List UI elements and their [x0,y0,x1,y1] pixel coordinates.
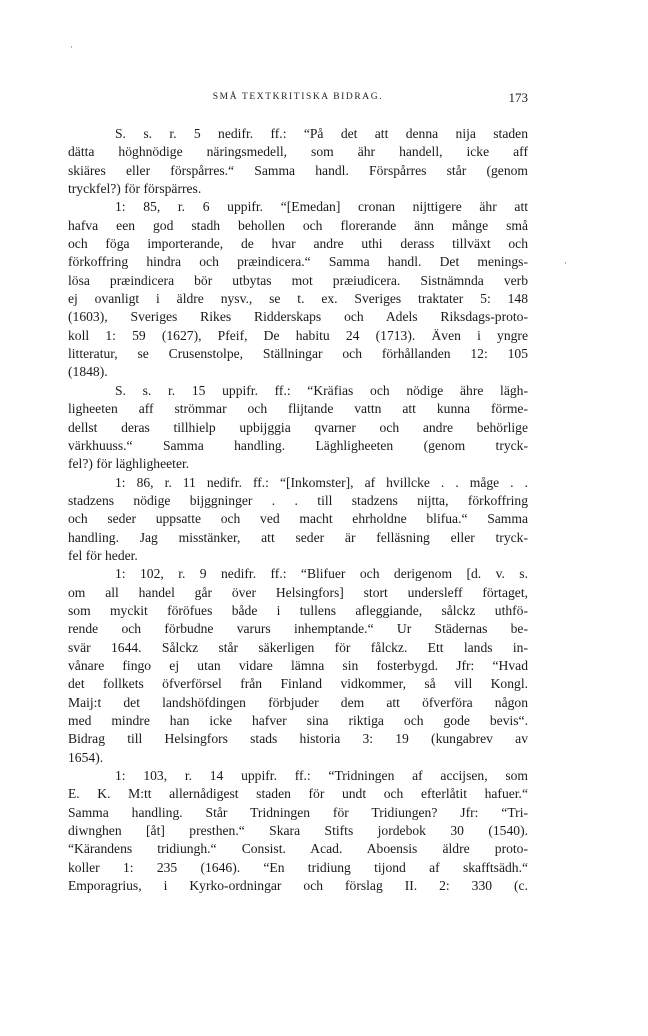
text-line: Emporagrius, i Kyrko-ordningar och förslag II. 2: 330 (c. [68,878,528,894]
text-line: svär 1644. Sålckz står säkerligen för fålckz. Ett lands in- [68,639,528,655]
page-header [68,92,528,110]
text-line: S. s. r. 15 uppifr. ff.: “Kräfias och nödige ähre lägh- [115,382,528,398]
text-line: dätta höghnödige näringsmedell, som ähr handell, icke aff [68,144,528,160]
text-line: “Kärandens tridiungh.“ Consist. Acad. Aboensis äldre proto- [68,841,528,857]
body-text [68,125,528,895]
text-line: (1603), Sveriges Rikes Ridderskaps och Adels Riksdags-proto- [68,309,528,325]
text-line: Samma handling. Står Tridningen för Tridiungen? Jfr: “Tri- [68,804,528,820]
text-line: lösa præindicera bör utbytas mot præiudicera. Sistnämnda verb [68,272,528,288]
text-line: 1: 102, r. 9 nedifr. ff.: “Blifuer och derigenom [d. v. s. [115,566,528,582]
text-line: dellst deras tillhielp upbijggia qvarner och andre behörlige [68,419,528,435]
text-line: S. s. r. 5 nedifr. ff.: “På det att denna nija staden [115,126,528,141]
text-line: vånare fingo ej utan vidare lämna sin fosterbygd. Jfr: “Hvad [68,657,528,673]
text-line: Maij:t det landshöfdingen förbjuder dem att öfverföra någon [68,694,528,710]
text-line: rende och förbudne varurs inhemptande.“ Ur Städernas be- [68,621,528,637]
text-line: 1: 86, r. 11 nedifr. ff.: “[Inkomster], af hvillcke . . måge . . [115,474,528,490]
text-line: värkhuuss.“ Samma handling. Läghligheeten (genom tryck- [68,437,528,453]
text-line: fel för heder. [68,547,138,563]
text-line: och föga importerande, de hvar andre uthi derass tillväxt och [68,236,528,252]
running-title: SMÅ TEXTKRITISKA BIDRAG. [212,92,384,102]
text-line: och seder uppsatte och ved macht ehrholdne blifua.“ Samma [68,511,528,527]
scan-speck: · [70,42,73,52]
text-line: skiäres eller förspårres.“ Samma handl. Förspårres står (genom [68,162,528,178]
text-line: Bidrag till Helsingfors stads historia 3: 19 (kungabrev av [68,731,528,747]
text-line: tryckfel?) för förspärres. [68,181,202,197]
text-line: handling. Jag misstänker, att seder är felläsning eller tryck- [68,529,528,545]
text-line: ej ovanligt i äldre nysv., se t. ex. Sveriges traktater 5: 148 [68,291,528,307]
text-line: det follkets öfverförsel från Finland vidkommer, så vill Kongl. [68,676,528,692]
page-number: 173 [508,90,528,105]
text-line: som myckit föröfues både i tullens afleggiande, sålckz uthfö- [68,602,528,618]
text-line: förkoffring hindra och præindicera.“ Samma handl. Det menings- [68,254,528,270]
scan-speck: · [564,258,567,268]
text-line: 1: 85, r. 6 uppifr. “[Emedan] cronan nijttigere ähr att [115,199,528,215]
text-line: 1654). [68,749,104,765]
text-line: fel?) för läghligheeter. [68,456,190,472]
text-line: stadzens nödige bijggninger . . till stadzens nijtta, förkoffring [68,492,528,508]
text-line: 1: 103, r. 14 uppifr. ff.: “Tridningen af accijsen, som [115,768,528,784]
text-line: (1848). [68,364,108,380]
text-line: koller 1: 235 (1646). “En tridiung tijond af skafftsädh.“ [68,859,528,875]
text-line: med mindre han icke hafver sina riktiga och gode bevis“. [68,713,528,728]
text-line: om all handel går över Helsingfors] stort undersleff förtaget, [68,584,528,600]
text-line: diwnghen [åt] presthen.“ Skara Stifts jordebok 30 (1540). [68,823,528,839]
text-line: E. K. M:tt allernådigest staden för undt och efterlåtit hafuer.“ [68,786,528,802]
text-line: litteratur, se Crusenstolpe, Ställningar och förhållanden 12: 105 [68,346,528,362]
text-line: koll 1: 59 (1627), Pfeif, De habitu 24 (1713). Även i yngre [68,327,528,343]
text-line: ligheeten aff strömmar och flijtande vattn att kunna förme- [68,401,528,417]
text-line: hafva een god stadh behollen och florerande änn månge små [68,217,528,233]
